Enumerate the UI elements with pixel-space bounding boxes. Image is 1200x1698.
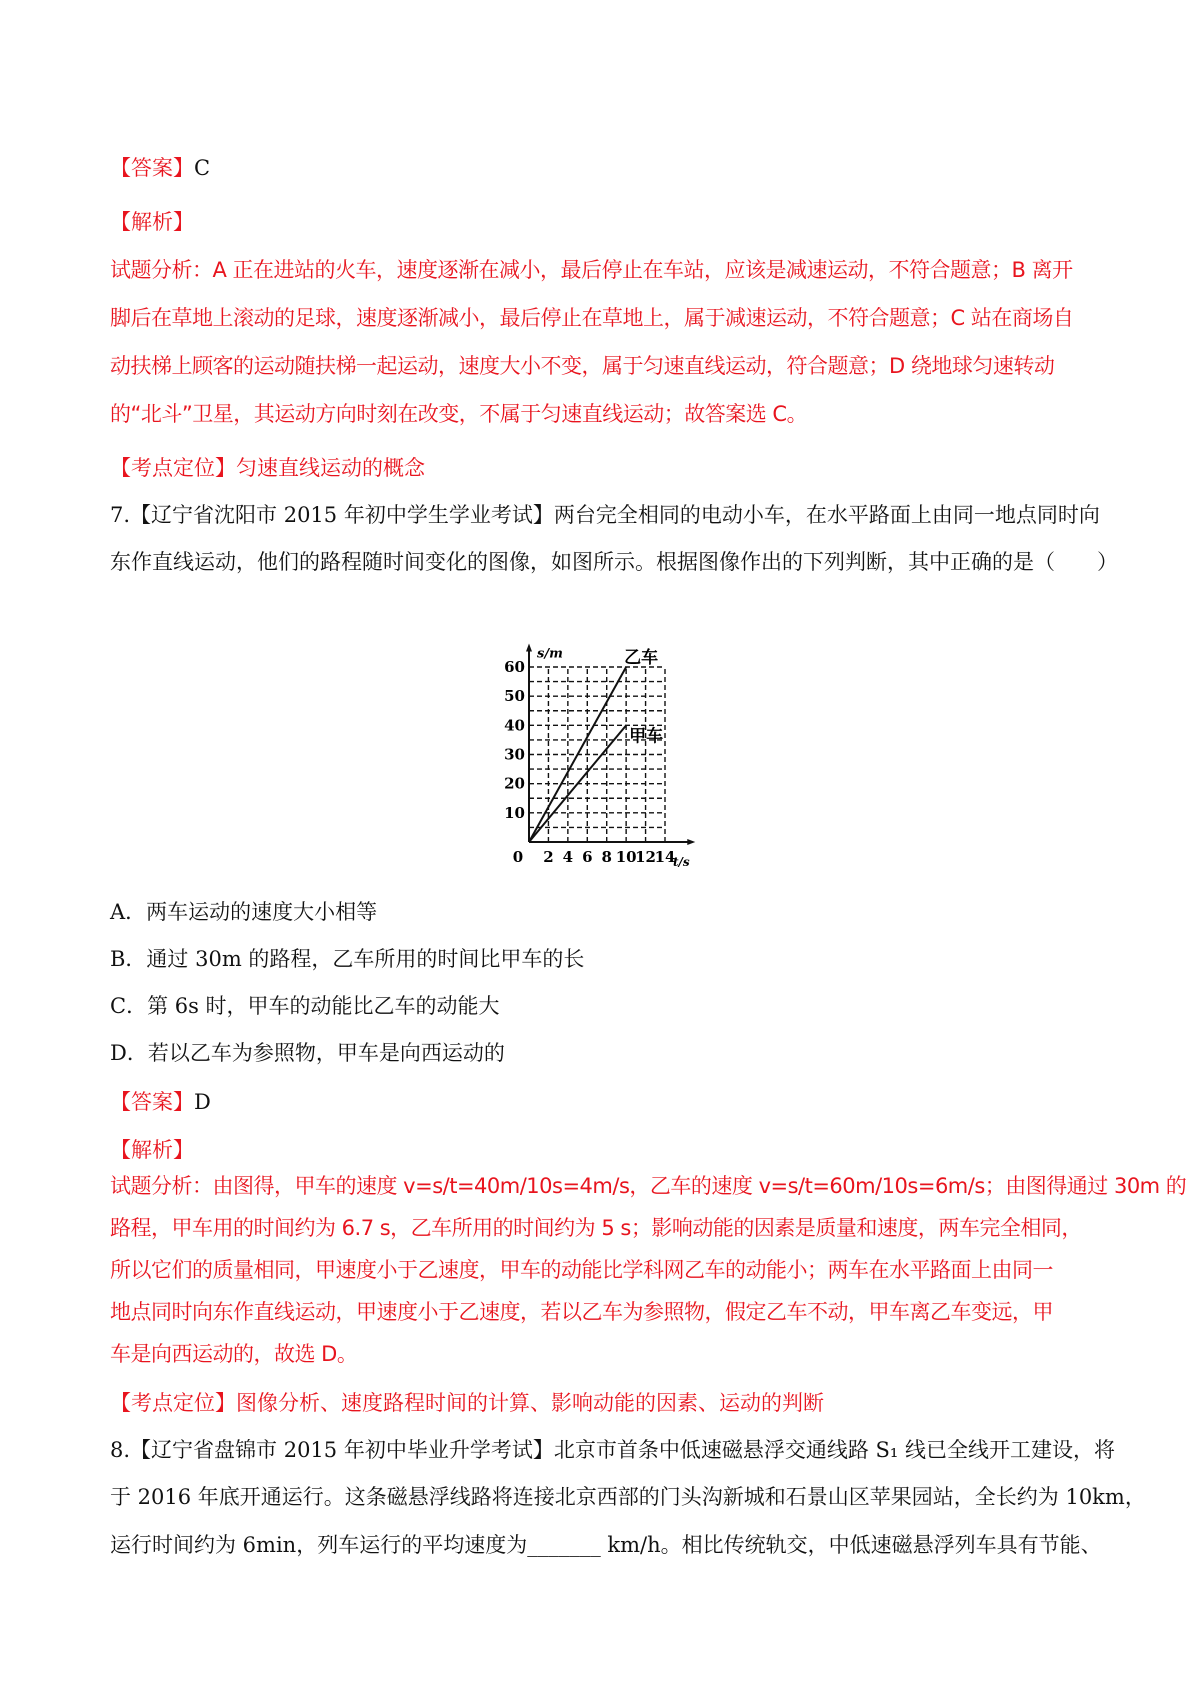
series-label: 乙车	[624, 648, 659, 668]
q6-analysis-line: 动扶梯上顾客的运动随扶梯一起运动，速度大小不变，属于匀速直线运动，符合题意；D 绕地球匀速转动	[110, 354, 1055, 378]
q7-stem-line: 东作直线运动，他们的路程随时间变化的图像，如图所示。根据图像作出的下列判断，其中正确的是（ ）	[110, 550, 1118, 574]
q7-stem-line: 7.【辽宁省沈阳市 2015 年初中学生学业考试】两台完全相同的电动小车，在水平路面上由同一地点同时向	[110, 503, 1100, 527]
y-axis-arrow-icon	[526, 644, 532, 652]
x-tick-label: 8	[601, 848, 612, 866]
y-tick-label: 50	[504, 687, 525, 706]
q6-analysis-line: 的“北斗”卫星，其运动方向时刻在改变，不属于匀速直线运动；故答案选 C。	[110, 402, 808, 426]
q7-option-c: C．第 6s 时，甲车的动能比乙车的动能大	[110, 994, 500, 1018]
q8-stem-line: 8.【辽宁省盘锦市 2015 年初中毕业升学考试】北京市首条中低速磁悬浮交通线路 S₁ 线已全线开工建设，将	[110, 1438, 1115, 1462]
q8-stem-line: 于 2016 年底开通运行。这条磁悬浮线路将连接北京西部的门头沟新城和石景山区苹果园站，全长约为 10km，	[110, 1485, 1146, 1509]
s-t-chart	[490, 630, 720, 880]
q7-analysis-line: 试题分析：由图得，甲车的速度 v=s/t=40m/10s=4m/s，乙车的速度 v=s/t=60m/10s=6m/s；由图得通过 30m 的	[110, 1174, 1187, 1198]
x-tick-label: 0	[512, 848, 524, 866]
y-tick-label: 30	[504, 745, 525, 764]
q6-analysis-line: 脚后在草地上滚动的足球，速度逐渐减小，最后停止在草地上，属于减速运动，不符合题意；C 站在商场自	[110, 306, 1074, 330]
y-tick-label: 40	[504, 716, 525, 735]
x-axis-label: t/s	[673, 855, 690, 869]
q6-analysis-line: 试题分析：A 正在进站的火车，速度逐渐在减小，最后停止在车站，应该是减速运动，不符合题意；B 离开	[110, 258, 1073, 282]
y-axis-label: s/m	[537, 646, 563, 662]
x-tick-label: 2	[543, 848, 554, 866]
q6-answer: 【答案】C	[110, 156, 211, 180]
q7-analysis-line: 车是向西运动的，故选 D。	[110, 1342, 358, 1366]
q7-analysis-line: 路程，甲车用的时间约为 6.7 s，乙车所用的时间约为 5 s；影响动能的因素是质量和速度，两车完全相同，	[110, 1216, 1082, 1240]
q6-knowledge-point: 【考点定位】匀速直线运动的概念	[110, 456, 425, 480]
q7-option-d: D．若以乙车为参照物，甲车是向西运动的	[110, 1041, 505, 1065]
x-tick-label: 4	[562, 848, 574, 866]
x-tick-label: 6	[582, 848, 593, 866]
series-label: 甲车	[629, 726, 664, 747]
q7-analysis-line: 所以它们的质量相同，甲速度小于乙速度，甲车的动能比学科网乙车的动能小；两车在水平路面上由同一	[110, 1258, 1053, 1282]
q8-stem-line: 运行时间约为 6min，列车运行的平均速度为_______ km/h。相比传统轨交，中低速磁悬浮列车具有节能、	[110, 1533, 1102, 1557]
q7-analysis-line: 地点同时向东作直线运动，甲速度小于乙速度，若以乙车为参照物，假定乙车不动，甲车离乙车变远，甲	[110, 1300, 1053, 1324]
x-tick-label: 12	[635, 848, 657, 866]
y-tick-label: 20	[504, 774, 525, 793]
q7-option-a: A．两车运动的速度大小相等	[110, 900, 378, 924]
q7-analysis-tag: 【解析】	[110, 1138, 194, 1162]
q6-analysis-tag: 【解析】	[110, 210, 194, 234]
x-axis-arrow-icon	[687, 839, 695, 845]
y-tick-label: 60	[504, 658, 525, 676]
q7-option-b: B．通过 30m 的路程，乙车所用的时间比甲车的长	[110, 947, 585, 971]
y-tick-label: 10	[504, 803, 525, 822]
q7-knowledge-point: 【考点定位】图像分析、速度路程时间的计算、影响动能的因素、运动的判断	[110, 1391, 824, 1415]
x-tick-label: 10	[615, 848, 637, 866]
q7-answer: 【答案】D	[110, 1090, 211, 1114]
x-tick-label: 14	[654, 848, 676, 866]
